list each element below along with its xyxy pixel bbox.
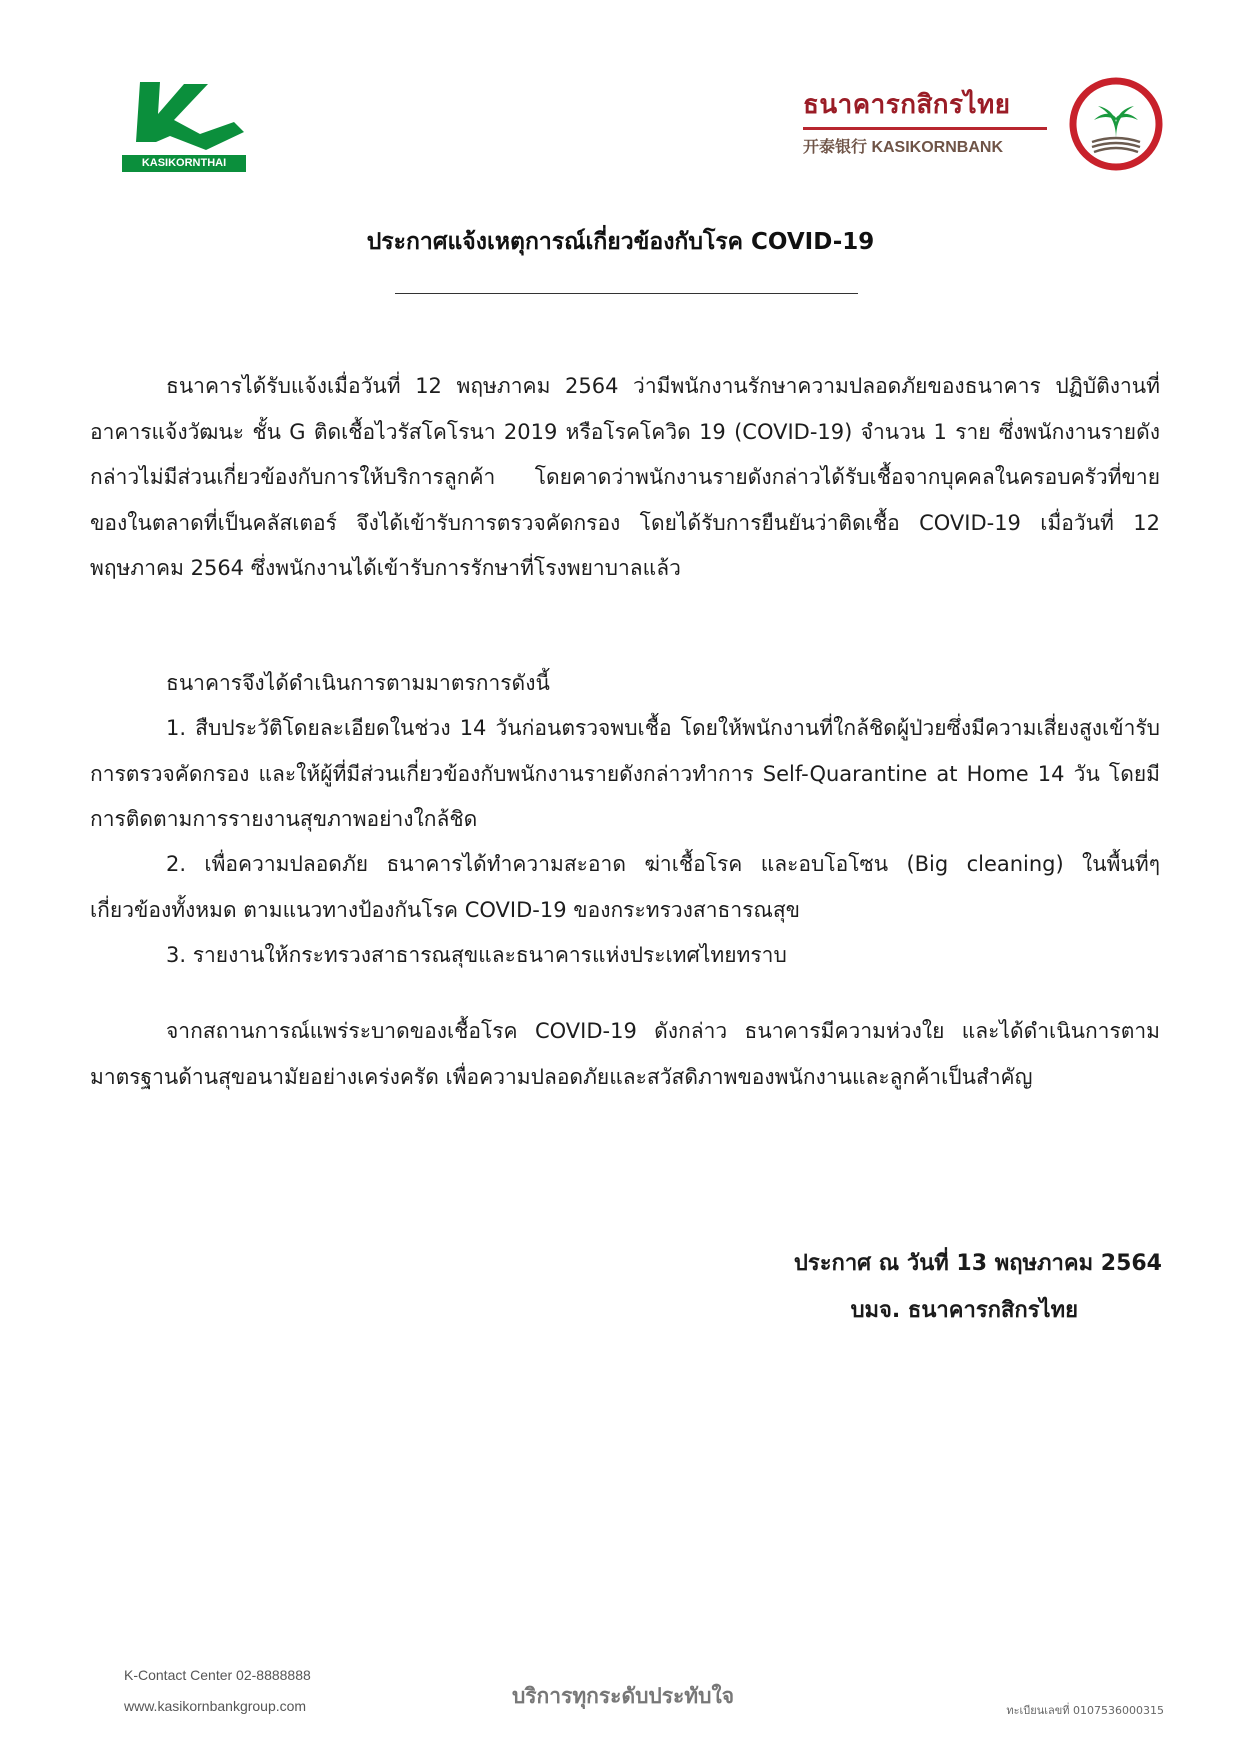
wordmark-rule (803, 127, 1047, 130)
footer-slogan: บริการทุกระดับประทับใจ (511, 1684, 735, 1708)
kasikornbank-seal-icon (1068, 76, 1164, 172)
paragraph-incident: ธนาคารได้รับแจ้งเมื่อวันที่ 12 พฤษภาคม 2564 ว่ามีพนักงานรักษาความปลอดภัยของธนาคาร ปฏิบัติงานที่อาคารแจ้งวัฒนะ ชั้น G ติดเชื้อไวรัสโคโรนา 2019 หรือโรคโควิด 19 (COVID-19) จำนวน 1 ราย ซึ่งพนักงานรายดังกล่าวไม่มีส่วนเกี่ยวข้องกับการให้บริการลูกค้า โดยคาดว่าพนักงานรายดังกล่าวได้รับเชื้อจากบุคคลในครอบครัวที่ขายของในตลาดที่เป็นคลัสเตอร์ จึงได้เข้ารับการตรวจคัดกรอง โดยได้รับการยืนยันว่าติดเชื้อ COVID-19 เมื่อวันที่ 12 พฤษภาคม 2564 ซึ่งพนักงานได้เข้ารับการรักษาที่โรงพยาบาลแล้ว (90, 374, 1160, 581)
bank-name-en: 开泰银行 KASIKORNBANK (803, 139, 1004, 156)
measure-item-2: 2. เพื่อความปลอดภัย ธนาคารได้ทำความสะอาด ฆ่าเชื้อโรค และอบโอโซน (Big cleaning) ในพื้นที่ๆ เกี่ยวข้องทั้งหมด ตามแนวทางป้องกันโรค COVID-19 ของกระทรวงสาธารณสุข (90, 852, 1160, 922)
announcement-date: ประกาศ ณ วันที่ 13 พฤษภาคม 2564 (793, 1251, 1162, 1276)
measure-item-3: 3. รายงานให้กระทรวงสาธารณสุขและธนาคารแห่งประเทศไทยทราบ (166, 943, 787, 967)
footer-contact-center: K-Contact Center 02-8888888 (124, 1667, 311, 1683)
bank-name-th: ธนาคารกสิกรไทย (803, 90, 1011, 120)
kasikornthai-logo (122, 76, 248, 172)
paragraph-conclusion: จากสถานการณ์แพร่ระบาดของเชื้อโรค COVID-19 ดังกล่าว ธนาคารมีความห่วงใย และได้ดำเนินการตามมาตรฐานด้านสุขอนามัยอย่างเคร่งครัด เพื่อความปลอดภัยและสวัสดิภาพของพนักงานและลูกค้าเป็นสำคัญ (90, 1019, 1160, 1089)
kasikornbank-wordmark (803, 84, 1049, 157)
k-mark-icon (122, 76, 248, 156)
footer-registration-number: ทะเบียนเลขที่ 0107536000315 (1006, 1704, 1164, 1717)
title-divider (395, 293, 858, 294)
measure-item-1: 1. สืบประวัติโดยละเอียดในช่วง 14 วันก่อนตรวจพบเชื้อ โดยให้พนักงานที่ใกล้ชิดผู้ป่วยซึ่งมีความเสี่ยงสูงเข้ารับการตรวจคัดกรอง และให้ผู้ที่มีส่วนเกี่ยวข้องกับพนักงานรายดังกล่าวทำการ Self-Quarantine at Home 14 วัน โดยมีการติดตามการรายงานสุขภาพอย่างใกล้ชิด (90, 716, 1160, 832)
announcement-title: ประกาศแจ้งเหตุการณ์เกี่ยวข้องกับโรค COVID-19 (366, 229, 875, 255)
paragraph-measures-intro: ธนาคารจึงได้ดำเนินการตามมาตรการดังนี้ (166, 671, 550, 695)
kasikornthai-logo-label: KASIKORNTHAI (122, 155, 246, 172)
issuer-name: บมจ. ธนาคารกสิกรไทย (850, 1298, 1078, 1323)
footer-website: www.kasikornbankgroup.com (124, 1698, 307, 1714)
